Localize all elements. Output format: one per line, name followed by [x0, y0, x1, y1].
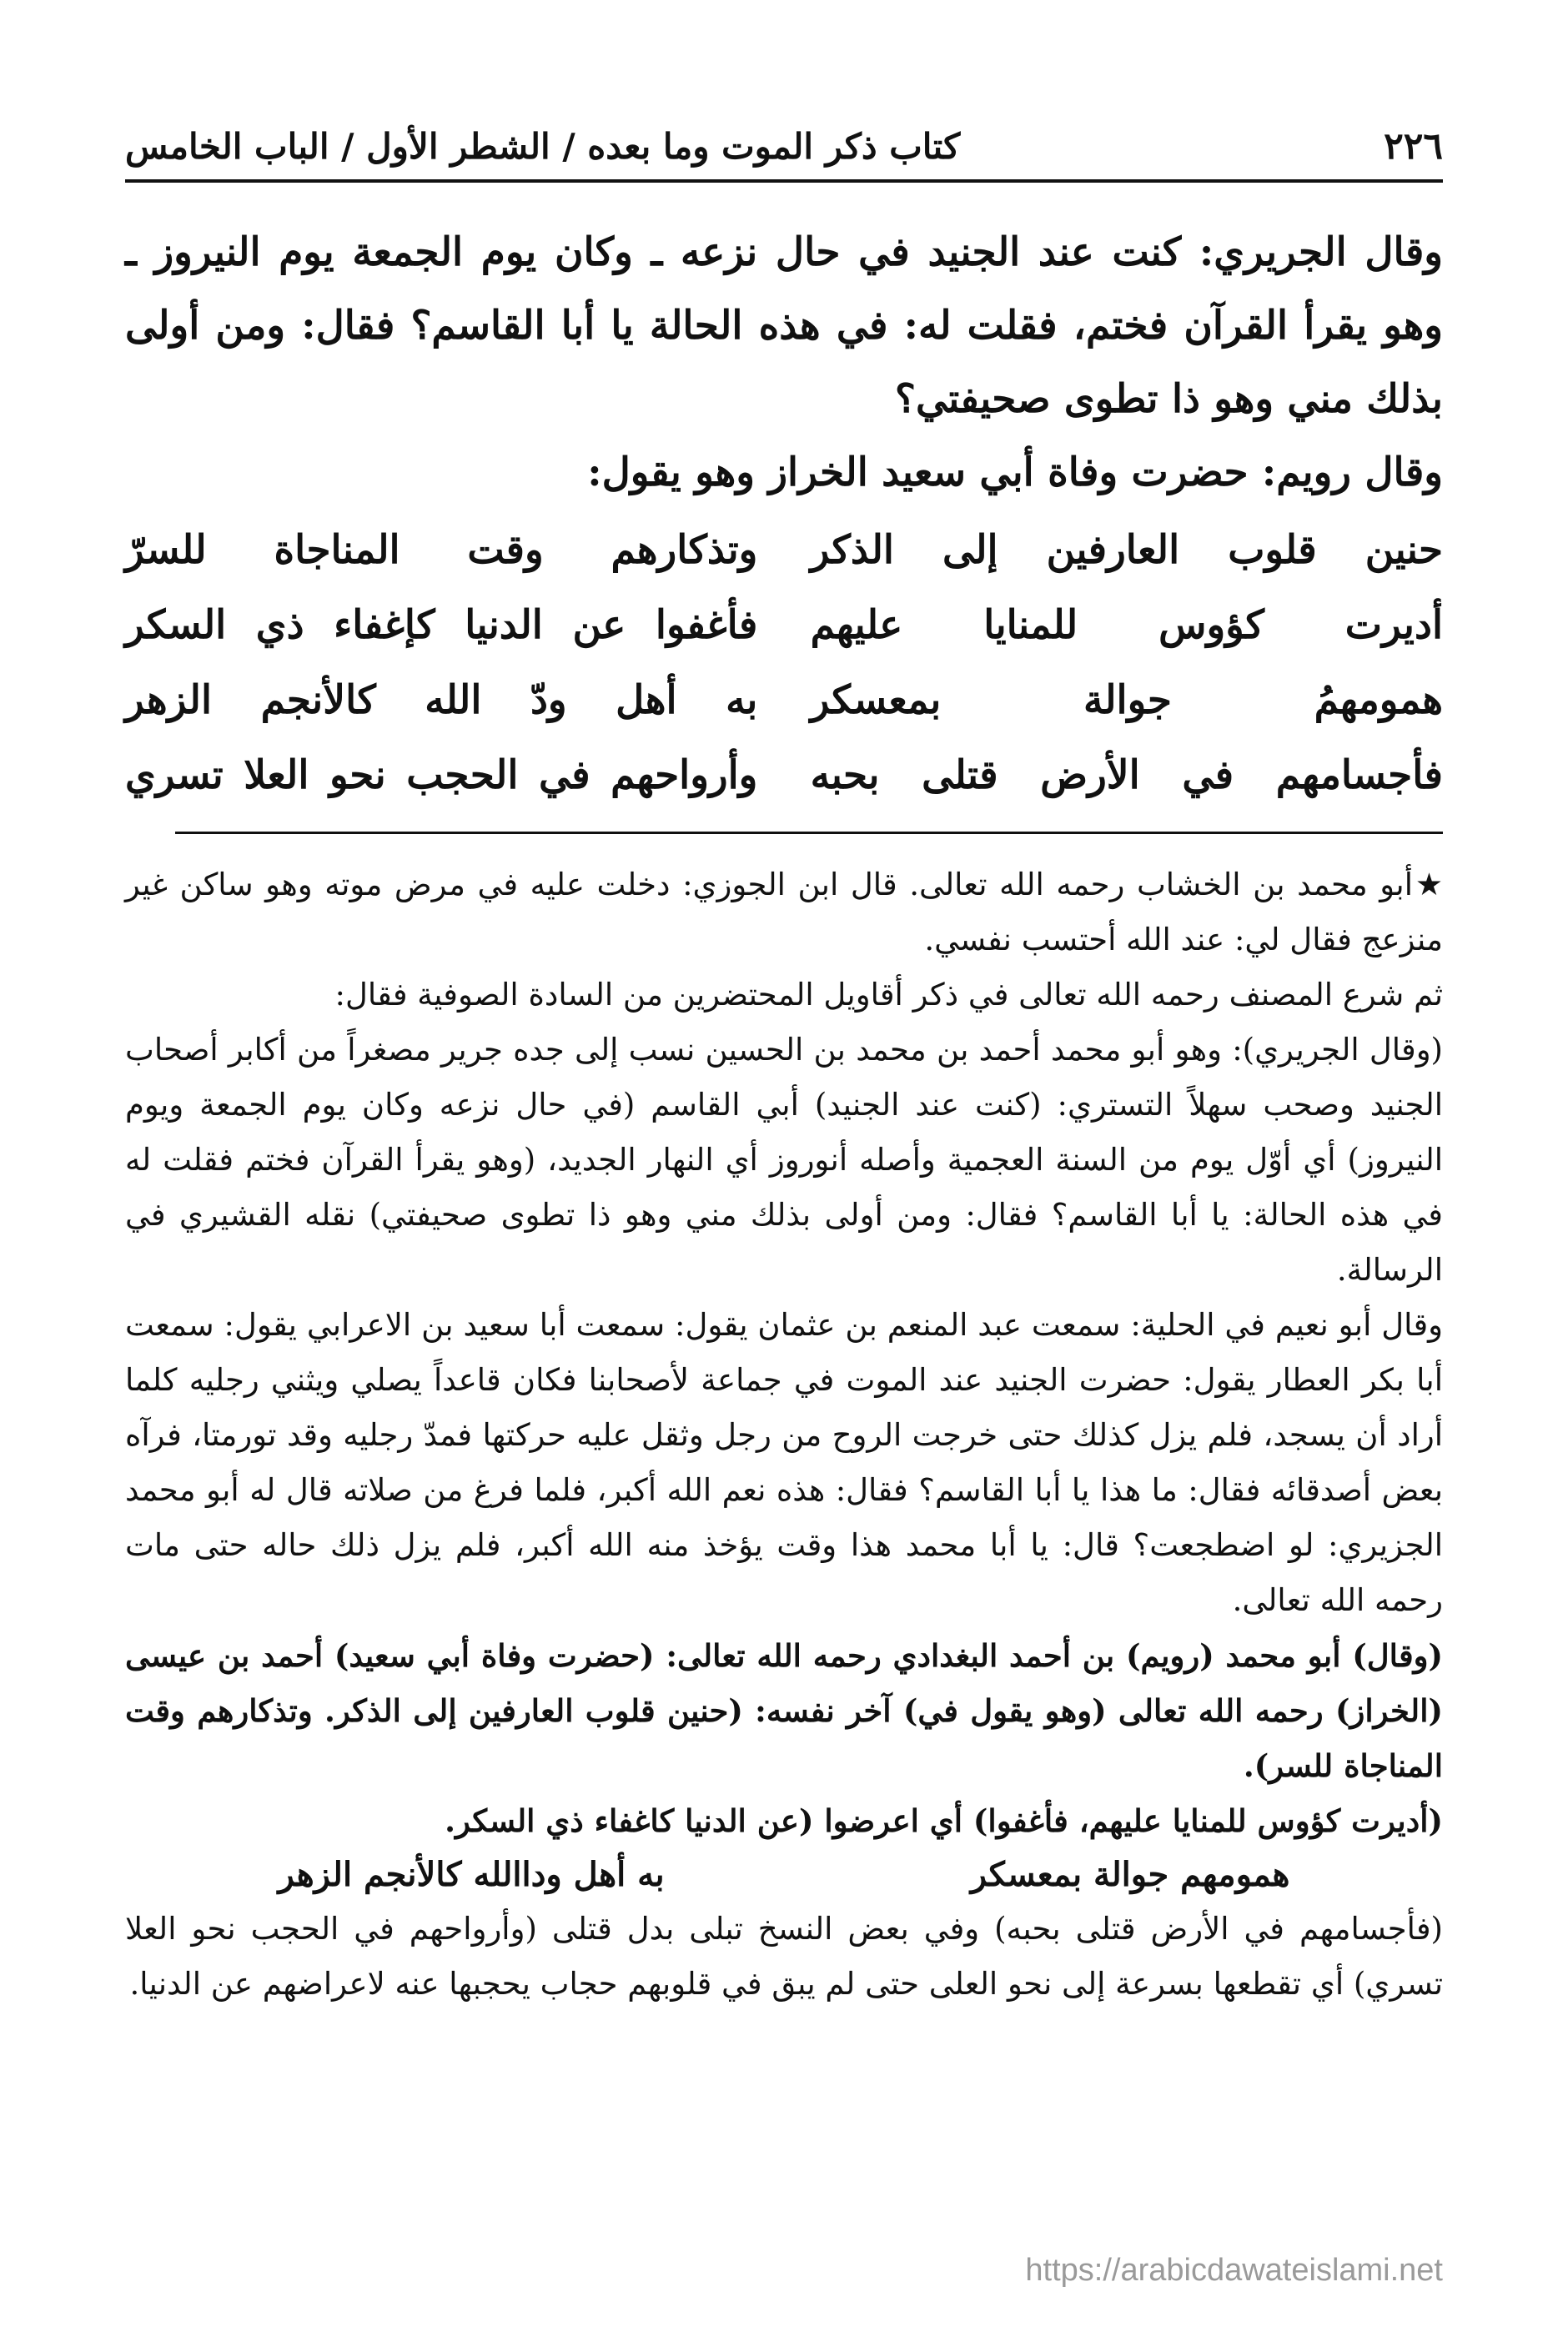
commentary [125, 857, 1443, 2012]
commentary-paragraph: (فأجسامهم في الأرض قتلى بحبه) وفي بعض النسخ تبلى بدل قتلى (وأرواحهم في الحجب نحو العلا تسري) أي تقطعها بسرعة إلى نحو العلى حتى لم يبق في قلوبهم حجاب يحجبها عنه لاعراضهم عن الدنيا. [125, 1911, 1443, 2002]
commentary-paragraph: (أديرت كؤوس للمنايا عليهم، فأغفوا) أي اعرضوا (عن الدنيا كاغفاء ذي السكر. [445, 1802, 1443, 1839]
poem-verse [125, 588, 1443, 663]
poem-hemistich-second: وتذكارهم وقت المناجاة للسرّ [125, 527, 758, 573]
page-number: ٢٢٦ [1384, 125, 1443, 168]
running-title: كتاب ذكر الموت وما بعده / الشطر الأول / الباب الخامس [125, 126, 961, 167]
commentary-paragraph: (وقال) أبو محمد (رويم) بن أحمد البغدادي رحمه الله تعالى: (حضرت وفاة أبي سعيد) أحمد بن عيسى (الخراز) رحمه الله تعالى (وهو يقول في) آخر نفسه: (حنين قلوب العارفين إلى الذكر. وتذكارهم وقت المناجاة للسر). [125, 1637, 1443, 1784]
page-header [125, 125, 1443, 183]
commentary-verse [125, 1848, 1443, 1902]
main-paragraph: وقال رويم: حضرت وفاة أبي سعيد الخراز وهو يقول: [587, 450, 1443, 495]
commentary-footnote: ★أبو محمد بن الخشاب رحمه الله تعالى. قال ابن الجوزي: دخلت عليه في مرض موته وهو ساكن غير منزعج فقال لي: عند الله أحتسب نفسي. [125, 867, 1443, 957]
section-divider [175, 832, 1443, 834]
book-page [125, 125, 1443, 2260]
poem [125, 513, 1443, 813]
poem-hemistich-first: أديرت كؤوس للمنايا عليهم [810, 602, 1443, 648]
poem-hemistich-first: همومهمُ جوالة بمعسكر [810, 677, 1443, 723]
watermark-url: https://arabicdawateislami.net [1025, 2253, 1443, 2288]
poem-hemistich-second: فأغفوا عن الدنيا كإغفاء ذي السكر [125, 602, 758, 648]
commentary-verse-second: به أهل وداالله كالأنجم الزهر [278, 1855, 665, 1894]
commentary-paragraph: ثم شرع المصنف رحمه الله تعالى في ذكر أقاويل المحتضرين من السادة الصوفية فقال: [334, 977, 1443, 1013]
poem-verse [125, 513, 1443, 588]
commentary-paragraph: وقال أبو نعيم في الحلية: سمعت عبد المنعم بن عثمان يقول: سمعت أبا سعيد بن الاعرابي يقول: سمعت أبا بكر العطار يقول: حضرت الجنيد عند الموت في جماعة لأصحابنا فكان قاعداً يصلي ويثني رجليه كلما أراد أن يسجد، فلم يزل كذلك حتى خرجت الروح من رجل وثقل عليه حركتها فمدّ رجليه وقد تورمتا، فرآه بعض أصدقائه فقال: ما هذا يا أبا القاسم؟ فقال: هذه نعم الله أكبر، فلما فرغ من صلاته قال له أبو محمد الجزيري: لو اضطجعت؟ قال: يا أبا محمد هذا وقت يؤخذ منه الله أكبر، فلم يزل ذلك حاله حتى مات رحمه الله تعالى. [125, 1307, 1443, 1618]
commentary-verse-first: همومهم جوالة بمعسكر [970, 1855, 1290, 1894]
poem-hemistich-first: فأجسامهم في الأرض قتلى بحبه [810, 752, 1443, 798]
commentary-paragraph: (وقال الجريري): وهو أبو محمد أحمد بن محمد بن الحسين نسب إلى جده جرير مصغراً من أكابر أصحاب الجنيد وصحب سهلاً التستري: (كنت عند الجنيد) أبي القاسم (في حال نزعه وكان يوم الجمعة ويوم النيروز) أي أوّل يوم من السنة العجمية وأصله أنوروز أي النهار الجديد، (وهو يقرأ القرآن فختم فقلت له في هذه الحالة: يا أبا القاسم؟ فقال: ومن أولى بذلك مني وهو ذا تطوى صحيفتي) نقله القشيري في الرسالة. [125, 1032, 1443, 1288]
poem-hemistich-second: به أهل ودّ الله كالأنجم الزهر [125, 677, 758, 723]
poem-verse [125, 663, 1443, 738]
main-paragraph: وقال الجريري: كنت عند الجنيد في حال نزعه ـ وكان يوم الجمعة يوم النيروز ـ وهو يقرأ القرآن فختم، فقلت له: في هذه الحالة يا أبا القاسم؟ فقال: ومن أولى بذلك مني وهو ذا تطوى صحيفتي؟ [125, 229, 1443, 422]
poem-hemistich-second: وأرواحهم في الحجب نحو العلا تسري [125, 752, 758, 798]
poem-hemistich-first: حنين قلوب العارفين إلى الذكر [810, 527, 1443, 573]
main-text [125, 216, 1443, 510]
poem-verse [125, 738, 1443, 813]
